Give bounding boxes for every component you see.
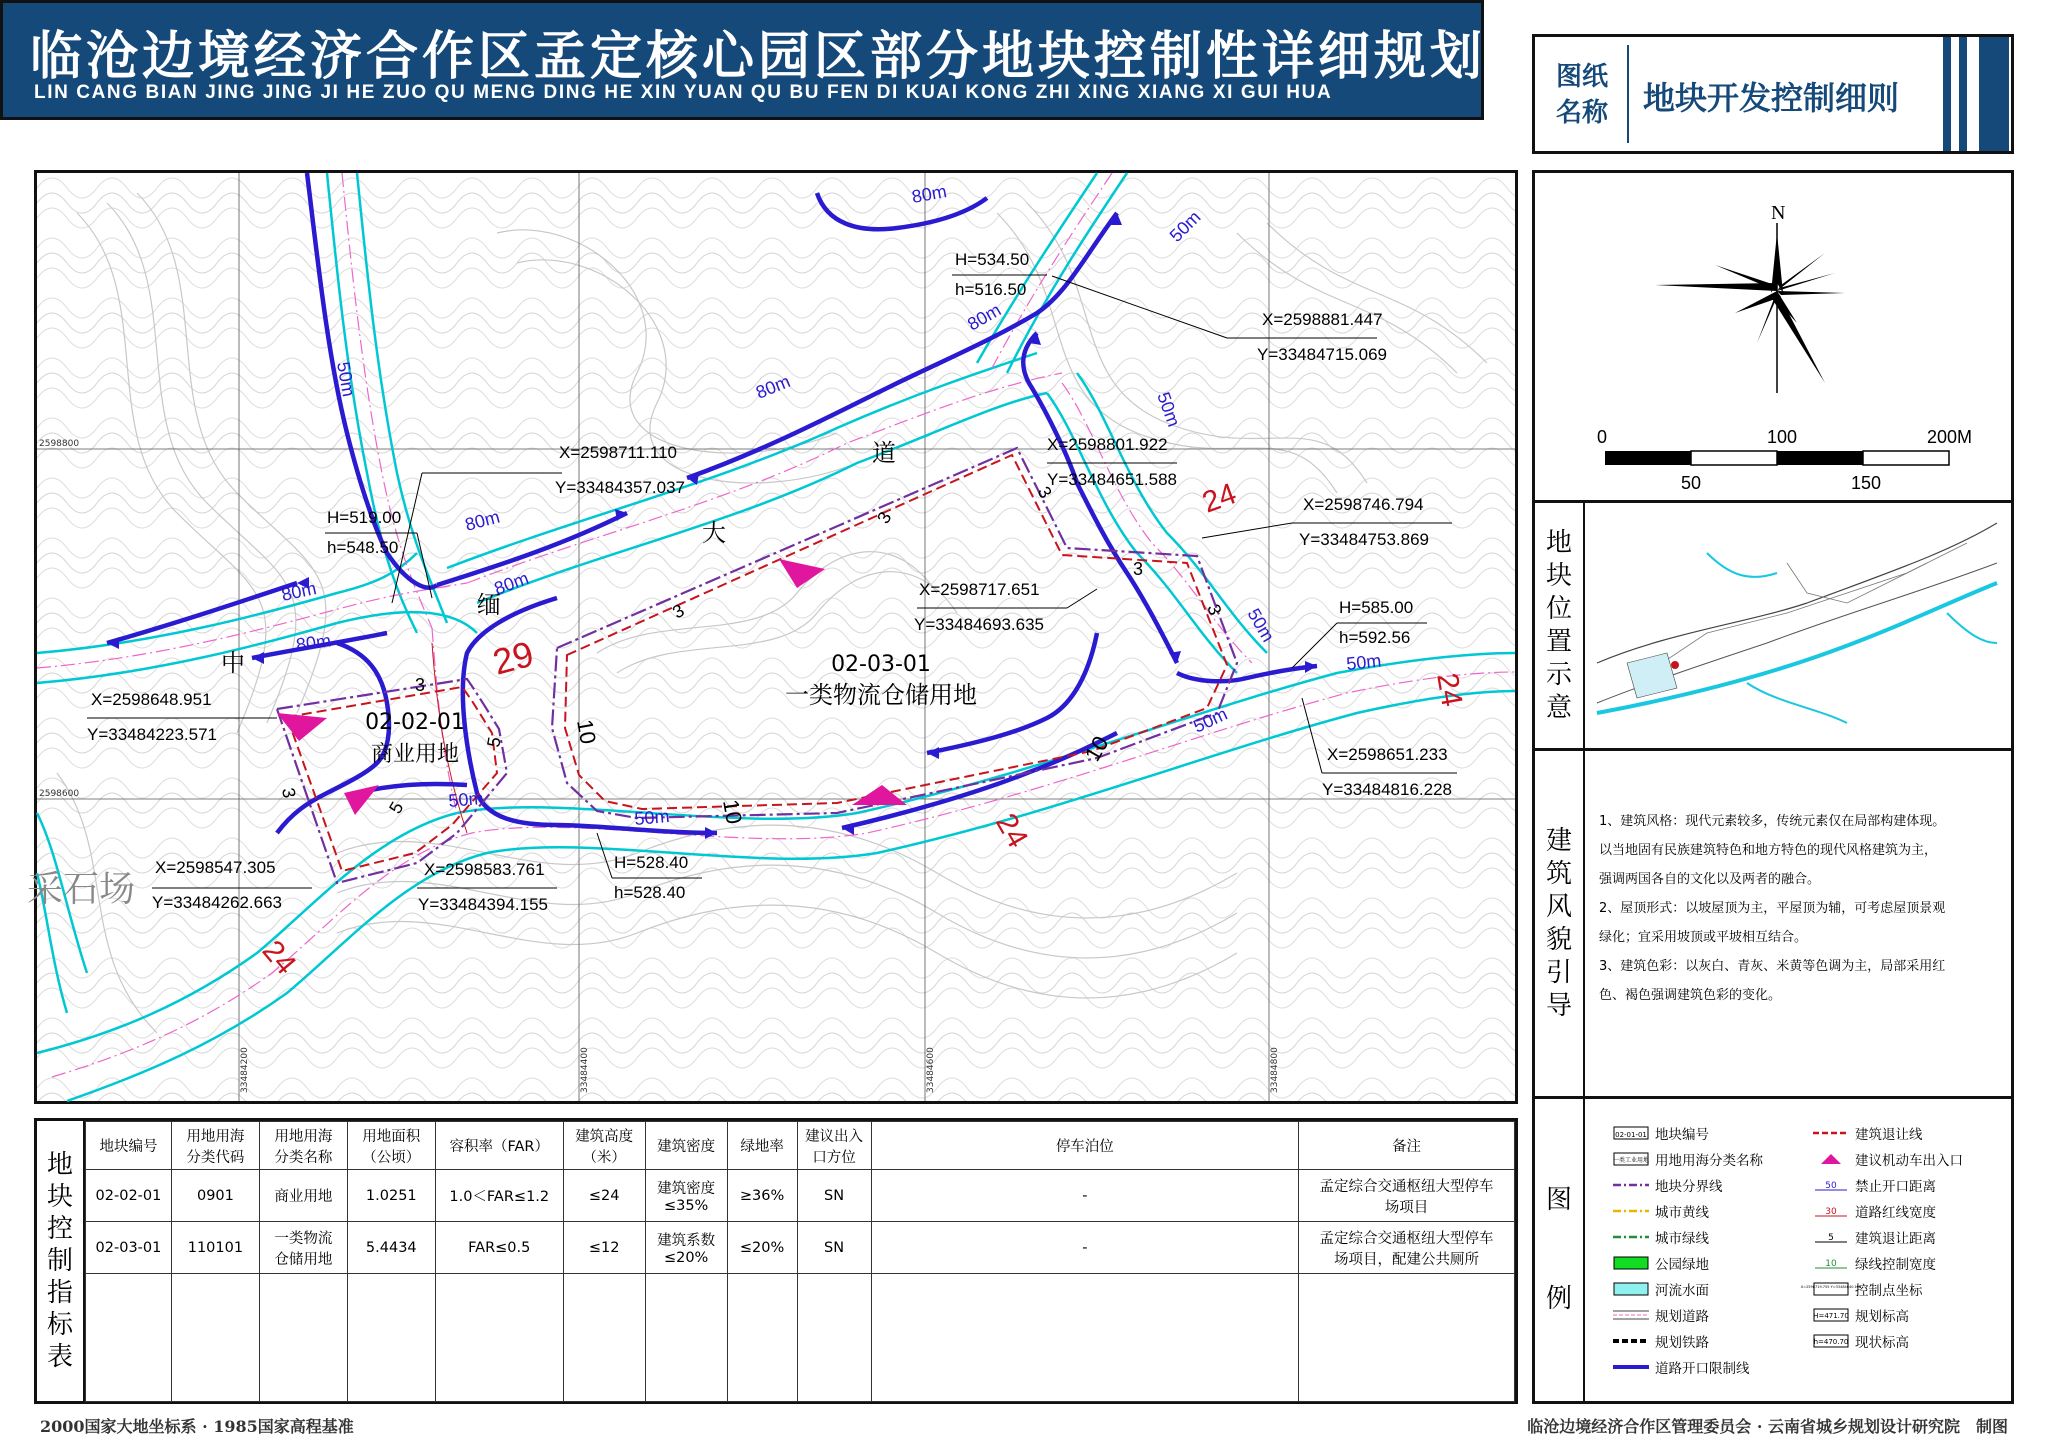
table-header: 地块编号 [86, 1122, 172, 1170]
table-header: 绿地率 [727, 1122, 797, 1170]
svg-text:24: 24 [255, 934, 303, 982]
green-dashdot-line-icon [1613, 1230, 1649, 1244]
svg-text:50m: 50m [633, 806, 671, 829]
svg-text:Y=33484357.037: Y=33484357.037 [555, 478, 685, 497]
control-index-table [34, 1118, 1518, 1404]
legend-item: 02-01-01 地块编号 [1613, 1123, 1709, 1143]
svg-text:H=471.70: H=471.70 [1813, 1312, 1849, 1320]
svg-text:3: 3 [1203, 601, 1226, 618]
table-row: 02-02-01 0901 商业用地 1.0251 1.0＜FAR≤1.2 ≤24 建筑密度 ≤35% ≥36% SN - 孟定综合交通枢纽大型停车 场项目 [86, 1170, 1515, 1222]
grid-label: 2598800 [39, 439, 80, 449]
svg-text:50m: 50m [447, 788, 485, 811]
svg-text:10: 10 [1825, 1259, 1837, 1269]
legend-item: 规划道路 [1613, 1305, 1709, 1325]
table-header: 建筑高度 （米） [563, 1122, 645, 1170]
plan-title-en: LIN CANG BIAN JING JING JI HE ZUO QU MENG DING HE XIN YUAN QU BU FEN DI KUAI KONG ZHI XING XIANG XI GUI HUA [34, 82, 1333, 103]
green-dimension-icon [1813, 1256, 1849, 1270]
svg-text:3: 3 [415, 675, 426, 695]
road-name-char: 大 [702, 519, 726, 547]
table-label: 地 块 控 制 指 标 表 [37, 1121, 85, 1401]
table-header: 用地用海 分类代码 [171, 1122, 259, 1170]
road-name-char: 缅 [477, 591, 501, 619]
svg-text:h=548.50: h=548.50 [327, 538, 399, 557]
purple-dashdot-line-icon [1613, 1178, 1649, 1192]
table-header: 建筑密度 [645, 1122, 727, 1170]
existing-elev-box-icon [1813, 1334, 1849, 1348]
legend-item: 建筑退让线 [1813, 1123, 1923, 1143]
index-table [85, 1121, 1515, 1402]
svg-text:5: 5 [385, 798, 408, 817]
compass-scale-section [1535, 173, 2011, 503]
scale-label: 200M [1927, 427, 1973, 447]
decor-stripe [1959, 37, 1967, 151]
parcel-use-label: 商业用地 [370, 742, 460, 767]
legend-item: 5 建筑退让距离 [1813, 1227, 1936, 1247]
svg-text:X=2598881.447: X=2598881.447 [1262, 310, 1383, 329]
svg-text:H=519.00: H=519.00 [327, 508, 402, 527]
svg-text:5: 5 [483, 735, 505, 749]
planned-elev-box-icon [1813, 1308, 1849, 1322]
svg-text:50m: 50m [1190, 703, 1231, 737]
legend-item: 城市绿线 [1613, 1227, 1709, 1247]
decor-stripe [1943, 37, 1951, 151]
legend-item: 河流水面 [1613, 1279, 1709, 1299]
location-minimap [1587, 513, 2007, 739]
svg-text:Y=33484651.588: Y=33484651.588 [1047, 470, 1177, 489]
legend-item: 一类工业用地 用地用海分类名称 [1612, 1153, 1763, 1169]
guide-text: 1、建筑风格：现代元素较多，传统元素仅在局部构建体现。 以当地固有民族建筑特色和地方特色的现代风格建筑为主， 强调两国各自的文化以及两者的融合。 2、屋顶形式：以坡屋顶为主，平屋顶为辅，可考虑屋顶景观 绿化；宜采用坡顶或平坡相互结合。 3、建筑色彩：以灰白、青灰、米黄等色调为主，局部采用红 色、褐色强调建筑色彩的变化。 [1599, 814, 1946, 1003]
coord-box-icon [1800, 1282, 1862, 1296]
svg-text:80m: 80m [753, 371, 793, 403]
site-map [27, 173, 1515, 1101]
legend-item: H=471.70 规划标高 [1813, 1309, 1909, 1325]
legend-section [1535, 1099, 2011, 1401]
svg-text:02-01-01: 02-01-01 [1615, 1131, 1647, 1139]
svg-text:50m: 50m [1345, 650, 1383, 674]
info-panel [1532, 170, 2014, 1404]
site-location-marker [1671, 661, 1679, 669]
svg-text:80m: 80m [294, 630, 333, 655]
parcel-id-label: 02-03-01 [831, 652, 931, 677]
scale-label: 100 [1767, 427, 1798, 447]
svg-text:3: 3 [1133, 559, 1144, 579]
grid-label: 2598600 [39, 789, 80, 799]
svg-text:80m: 80m [491, 567, 532, 599]
north-label: N [1771, 202, 1786, 224]
table-header: 用地面积 （公顷） [347, 1122, 435, 1170]
svg-text:X=2598651.233: X=2598651.233 [1327, 745, 1448, 764]
title-banner [0, 0, 1487, 120]
svg-text:X=2598583.761: X=2598583.761 [424, 860, 545, 879]
svg-text:50m: 50m [1243, 605, 1279, 646]
scale-label: 0 [1597, 427, 1608, 447]
legend-item: 地块分界线 [1613, 1175, 1723, 1195]
svg-text:Y=33484816.228: Y=33484816.228 [1322, 780, 1452, 799]
scale-label: 150 [1851, 473, 1882, 493]
svg-text:H=528.40: H=528.40 [614, 853, 689, 872]
road-name-char: 中 [221, 649, 245, 677]
road-outline-icon [1613, 1308, 1649, 1322]
legend-item: 道路开口限制线 [1613, 1357, 1750, 1377]
svg-text:80m: 80m [462, 506, 502, 535]
svg-text:24: 24 [1430, 670, 1469, 710]
plan-title-cn: 临沧边境经济合作区孟定核心园区部分地块控制性详细规划 [30, 26, 1487, 87]
svg-text:50m: 50m [333, 360, 359, 399]
svg-text:h=592.56: h=592.56 [1339, 628, 1411, 647]
guide-label: 建 筑 风 貌 引 导 [1535, 751, 1585, 1096]
place-label: 采石场 [27, 869, 136, 910]
grid-label: 33484200 [240, 1047, 250, 1093]
svg-text:X=2598719.755 Y=33484640.102: X=2598719.755 Y=33484640.102 [1800, 1285, 1862, 1289]
legend-item: 建议机动车出入口 [1813, 1149, 1963, 1169]
scale-label: 50 [1681, 473, 1702, 493]
svg-text:24: 24 [988, 808, 1035, 854]
svg-text:Y=33484394.155: Y=33484394.155 [418, 895, 548, 914]
legend-item: 规划铁路 [1613, 1331, 1709, 1351]
svg-text:3: 3 [669, 600, 688, 623]
svg-text:h=528.40: h=528.40 [614, 883, 686, 902]
table-header-row [86, 1122, 1515, 1170]
svg-text:X=2598717.651: X=2598717.651 [919, 580, 1040, 599]
svg-text:H=534.50: H=534.50 [955, 250, 1030, 269]
table-header: 备注 [1299, 1122, 1515, 1170]
architecture-guide-section [1535, 751, 2011, 1099]
svg-text:H=585.00: H=585.00 [1339, 598, 1414, 617]
svg-text:X=2598648.951: X=2598648.951 [91, 690, 212, 709]
svg-text:10: 10 [572, 717, 601, 746]
svg-text:29: 29 [488, 632, 538, 683]
blue-thick-line-icon [1613, 1360, 1649, 1374]
table-header: 停车泊位 [871, 1122, 1299, 1170]
magenta-triangle-icon [1813, 1152, 1849, 1166]
svg-text:50: 50 [1825, 1181, 1837, 1191]
svg-text:80m: 80m [910, 181, 949, 207]
svg-text:X=2598746.794: X=2598746.794 [1303, 495, 1424, 514]
svg-text:一类工业用地: 一类工业用地 [1612, 1157, 1650, 1164]
svg-text:X=2598711.110: X=2598711.110 [559, 443, 678, 462]
table-row: 02-03-01 110101 一类物流 仓储用地 5.4434 FAR≤0.5 ≤12 建筑系数 ≤20% ≤20% SN - 孟定综合交通枢纽大型停车 场项目，配建公共厕所 [86, 1222, 1515, 1274]
north-compass [1535, 173, 2011, 500]
footer-coordinate-system: 2000国家大地坐标系 · 1985国家高程基准 [40, 1417, 354, 1436]
svg-text:3: 3 [873, 508, 896, 527]
svg-text:h=516.50: h=516.50 [955, 280, 1027, 299]
svg-text:10: 10 [718, 797, 747, 826]
svg-text:80m: 80m [964, 299, 1005, 335]
green-fill-icon [1613, 1256, 1649, 1270]
svg-text:10: 10 [1079, 731, 1114, 766]
sheet-name-box [1532, 34, 2014, 154]
svg-text:X=2598547.305: X=2598547.305 [155, 858, 276, 877]
map-panel[interactable] [27, 170, 1518, 1104]
svg-text:24: 24 [1198, 477, 1241, 520]
legend-item: 30 道路红线宽度 [1813, 1201, 1936, 1221]
svg-text:h=470.70: h=470.70 [1813, 1338, 1849, 1346]
grid-label: 33484800 [1270, 1047, 1280, 1093]
decor-stripe [1979, 37, 2009, 151]
sheet-name: 地块开发控制细则 [1643, 79, 1900, 117]
grid-label: 33484400 [580, 1047, 590, 1093]
svg-text:Y=33484693.635: Y=33484693.635 [914, 615, 1044, 634]
red-dimension-icon [1813, 1204, 1849, 1218]
black-dimension-icon [1813, 1230, 1849, 1244]
svg-text:3: 3 [278, 786, 300, 800]
grid-label: 33484600 [926, 1047, 936, 1093]
svg-text:50m: 50m [1153, 389, 1185, 430]
parcel-id-box-icon [1613, 1126, 1649, 1140]
table-header: 建议出入 口方位 [797, 1122, 871, 1170]
legend-item: 公园绿地 [1613, 1253, 1709, 1273]
parcel-use-label: 一类物流仓储用地 [785, 681, 977, 709]
svg-text:5: 5 [1828, 1233, 1834, 1243]
svg-text:30: 30 [1825, 1207, 1837, 1217]
road-name-char: 道 [872, 439, 896, 467]
svg-text:Y=33484753.869: Y=33484753.869 [1299, 530, 1429, 549]
svg-text:Y=33484715.069: Y=33484715.069 [1257, 345, 1387, 364]
railway-line-icon [1613, 1334, 1649, 1348]
svg-text:Y=33484262.663: Y=33484262.663 [152, 893, 282, 912]
svg-text:3: 3 [1033, 483, 1056, 502]
location-label: 地 块 位 置 示 意 [1535, 503, 1585, 748]
svg-text:50m: 50m [1165, 206, 1205, 246]
red-dash-line-icon [1813, 1126, 1849, 1140]
cyan-fill-icon [1613, 1282, 1649, 1296]
legend-item: 50 禁止开口距离 [1813, 1175, 1936, 1195]
svg-text:80m: 80m [279, 578, 319, 605]
legend-item: 城市黄线 [1613, 1201, 1709, 1221]
footer-credits: 临沧边境经济合作区管理委员会 · 云南省城乡规划设计研究院 制图 [1527, 1417, 2008, 1436]
legend-item: h=470.70 现状标高 [1813, 1335, 1909, 1351]
table-header: 用地用海 分类名称 [259, 1122, 347, 1170]
sheet-name-label: 图纸 名称 [1555, 62, 1608, 128]
blue-dimension-icon [1813, 1178, 1849, 1192]
legend-item: X=2598719.755 Y=33484640.102 控制点坐标 [1800, 1283, 1923, 1299]
landuse-name-box-icon [1613, 1152, 1649, 1166]
legend-item: 10 绿线控制宽度 [1813, 1253, 1936, 1273]
table-header: 容积率（FAR） [435, 1122, 563, 1170]
yellow-dashdot-line-icon [1613, 1204, 1649, 1218]
location-section [1535, 503, 2011, 751]
parcel-id-label: 02-02-01 [365, 710, 465, 735]
svg-text:X=2598801.922: X=2598801.922 [1047, 435, 1168, 454]
svg-text:Y=33484223.571: Y=33484223.571 [87, 725, 217, 744]
table-row-empty [86, 1274, 1515, 1402]
legend-label: 图 例 [1535, 1099, 1585, 1401]
